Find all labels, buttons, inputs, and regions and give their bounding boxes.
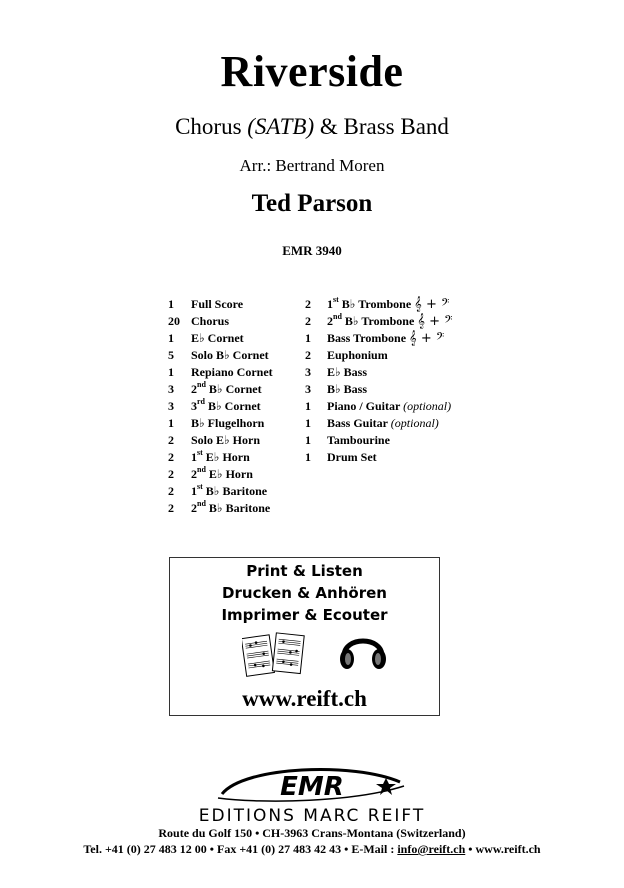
subtitle-post: & Brass Band: [314, 114, 449, 139]
instrument-name: [327, 364, 367, 381]
instrument-name: [191, 483, 267, 500]
instrument-quantity: 2: [305, 348, 311, 362]
instrument-key: B♭: [208, 382, 223, 396]
instrument-name: [327, 313, 452, 330]
instrument-ordinal-suffix: st: [197, 448, 203, 457]
clef-icon: 𝄞 + 𝄢: [414, 297, 450, 312]
instrument-key: B♭: [344, 314, 359, 328]
instrument-quantity: 3: [305, 365, 311, 379]
instrument-quantity: 2: [168, 433, 174, 447]
print-listen-box[interactable]: [169, 557, 440, 716]
instrument-quantity: 1: [305, 450, 311, 464]
instrument-key: E♭: [327, 365, 341, 379]
instrument-row: [168, 313, 273, 330]
instrument-label: Piano / Guitar: [327, 399, 401, 413]
instrument-key: B♭: [341, 297, 356, 311]
instrument-row: [168, 483, 273, 500]
instrument-name: [327, 398, 451, 415]
instrument-quantity: 1: [305, 416, 311, 430]
emr-logo-text: EMR: [280, 772, 344, 802]
instrument-ordinal: 1: [327, 297, 333, 311]
instrument-key: B♭: [205, 484, 220, 498]
instrument-ordinal-suffix: nd: [197, 380, 206, 389]
instrument-quantity: 5: [168, 348, 174, 362]
instrument-name: [191, 364, 273, 381]
instrument-name: [191, 313, 229, 330]
instrument-name: [191, 415, 264, 432]
instrument-ordinal-suffix: st: [197, 482, 203, 491]
page-title: Riverside: [220, 47, 404, 96]
instrument-row: [168, 398, 273, 415]
clef-icon: 𝄞 + 𝄢: [409, 331, 445, 346]
instrument-quantity: 20: [168, 314, 180, 328]
instrument-key: B♭: [208, 501, 223, 515]
catalog-number: EMR 3940: [282, 243, 342, 258]
instrument-label: Horn: [225, 467, 253, 481]
instrument-label: Flugelhorn: [207, 416, 265, 430]
instrument-name: [327, 296, 449, 313]
instrument-ordinal-suffix: st: [333, 295, 339, 304]
instrument-ordinal: 3: [191, 399, 197, 413]
instrument-ordinal: 1: [191, 450, 197, 464]
instrument-key: E♭: [205, 450, 220, 464]
instrument-name: [191, 398, 261, 415]
instrument-key: E♭: [191, 331, 205, 345]
instrument-name: [191, 381, 262, 398]
instrument-ordinal: 2: [191, 467, 197, 481]
emr-logo: [204, 764, 420, 806]
instrument-label: Cornet: [232, 348, 269, 362]
contact-email-link[interactable]: info@reift.ch: [397, 842, 466, 856]
instrument-ordinal-suffix: nd: [333, 312, 342, 321]
instrument-row: [168, 466, 273, 483]
instrument-label: Baritone: [225, 501, 271, 515]
instrument-label: Bass Guitar: [327, 416, 388, 430]
instrument-label: Repiano Cornet: [191, 365, 273, 379]
instrument-row: [305, 296, 452, 313]
instrument-label: Chorus: [191, 314, 230, 328]
promo-line-french: Imprimer & Ecouter: [221, 606, 388, 624]
publisher-address: Route du Golf 150 • CH-3963 Crans-Montana (Switzerland): [158, 826, 466, 840]
sheet-music-icon: [242, 630, 308, 678]
composer: Ted Parson: [251, 190, 373, 217]
instrument-name: [327, 381, 367, 398]
instrument-quantity: 2: [305, 314, 311, 328]
instrument-quantity: 1: [168, 365, 174, 379]
instrument-quantity: 1: [305, 399, 311, 413]
instrument-name: [191, 347, 269, 364]
contact-phone-fax: Tel. +41 (0) 27 483 12 00 • Fax +41 (0) 27 483 42 43 • E-Mail :: [83, 842, 398, 856]
instrument-name: [327, 347, 388, 364]
instrument-row: [168, 347, 273, 364]
instrument-quantity: 1: [168, 416, 174, 430]
promo-line-german: Drucken & Anhören: [222, 584, 387, 602]
instrument-quantity: 2: [305, 297, 311, 311]
instrument-name: [191, 330, 244, 347]
instrument-label: Bass Trombone: [327, 331, 407, 345]
instrument-quantity: 3: [305, 382, 311, 396]
contact-website: • www.reift.ch: [465, 842, 541, 856]
instrument-quantity: 2: [168, 484, 174, 498]
instrument-row: [168, 449, 273, 466]
instrument-row: [305, 415, 452, 432]
instrument-list-right: [305, 296, 452, 466]
instrument-row: [168, 432, 273, 449]
publisher-contact: [0, 842, 624, 857]
instrument-name: [191, 466, 253, 483]
instrument-label: Drum Set: [327, 450, 377, 464]
instrument-quantity: 3: [168, 399, 174, 413]
instrument-row: [305, 381, 452, 398]
optional-note: (optional): [390, 416, 439, 430]
publisher-name: EDITIONS MARC REIFT: [198, 806, 426, 826]
instrument-ordinal: 2: [191, 382, 197, 396]
instrument-row: [305, 313, 452, 330]
instrument-name: [327, 432, 390, 449]
instrument-row: [305, 364, 452, 381]
instrument-name: [191, 449, 250, 466]
instrument-label: Trombone: [361, 314, 415, 328]
instrument-ordinal-suffix: rd: [197, 397, 205, 406]
instrument-key: E♭: [208, 467, 223, 481]
instrument-name: [327, 449, 377, 466]
instrument-quantity: 1: [168, 331, 174, 345]
clef-icon: 𝄞 + 𝄢: [417, 314, 453, 329]
instrument-label: Horn: [232, 433, 261, 447]
instrument-label: Euphonium: [327, 348, 388, 362]
instrument-quantity: 2: [168, 467, 174, 481]
promo-website-link[interactable]: www.reift.ch: [242, 686, 367, 711]
instrument-row: [168, 364, 273, 381]
instrument-label: Cornet: [224, 399, 261, 413]
instrument-ordinal: 2: [191, 501, 197, 515]
instrument-label: Bass: [343, 365, 368, 379]
instrument-key: B♭: [191, 416, 205, 430]
instrument-ordinal: 2: [327, 314, 333, 328]
instrument-key: Solo B♭: [191, 348, 230, 362]
instrument-label: Trombone: [358, 297, 412, 311]
promo-line-english: Print & Listen: [246, 562, 363, 580]
instrument-name: [327, 415, 439, 432]
instrument-key: B♭: [327, 382, 341, 396]
instrument-label: Horn: [222, 450, 250, 464]
subtitle-pre: Chorus: [175, 114, 248, 139]
instrument-row: [305, 432, 452, 449]
instrument-key: B♭: [208, 399, 222, 413]
instrument-row: [305, 330, 452, 347]
instrument-quantity: 1: [168, 297, 174, 311]
instrument-row: [305, 449, 452, 466]
instrument-name: [191, 432, 260, 449]
subtitle: [0, 114, 624, 140]
instrument-ordinal: 1: [191, 484, 197, 498]
instrument-ordinal-suffix: nd: [197, 465, 206, 474]
instrument-key: Solo E♭: [191, 433, 230, 447]
instrument-quantity: 2: [168, 450, 174, 464]
instrument-label: Baritone: [222, 484, 268, 498]
headphones-icon: [338, 626, 388, 672]
instrument-row: [168, 330, 273, 347]
instrument-row: [168, 296, 273, 313]
instrument-quantity: 1: [305, 331, 311, 345]
instrument-label: Full Score: [191, 297, 244, 311]
subtitle-voicing: (SATB): [247, 114, 315, 139]
optional-note: (optional): [403, 399, 452, 413]
instrument-label: Cornet: [225, 382, 262, 396]
instrument-row: [168, 381, 273, 398]
instrument-list-left: [168, 296, 273, 517]
instrument-row: [305, 347, 452, 364]
instrument-label: Cornet: [207, 331, 244, 345]
instrument-name: [191, 296, 243, 313]
instrument-quantity: 1: [305, 433, 311, 447]
instrument-name: [191, 500, 270, 517]
instrument-label: Tambourine: [327, 433, 390, 447]
instrument-ordinal-suffix: nd: [197, 499, 206, 508]
instrument-quantity: 3: [168, 382, 174, 396]
arranger: Arr.: Bertrand Moren: [239, 156, 385, 175]
instrument-name: [327, 330, 444, 347]
instrument-label: Bass: [343, 382, 368, 396]
instrument-row: [168, 500, 273, 517]
instrument-row: [305, 398, 452, 415]
instrument-quantity: 2: [168, 501, 174, 515]
instrument-row: [168, 415, 273, 432]
